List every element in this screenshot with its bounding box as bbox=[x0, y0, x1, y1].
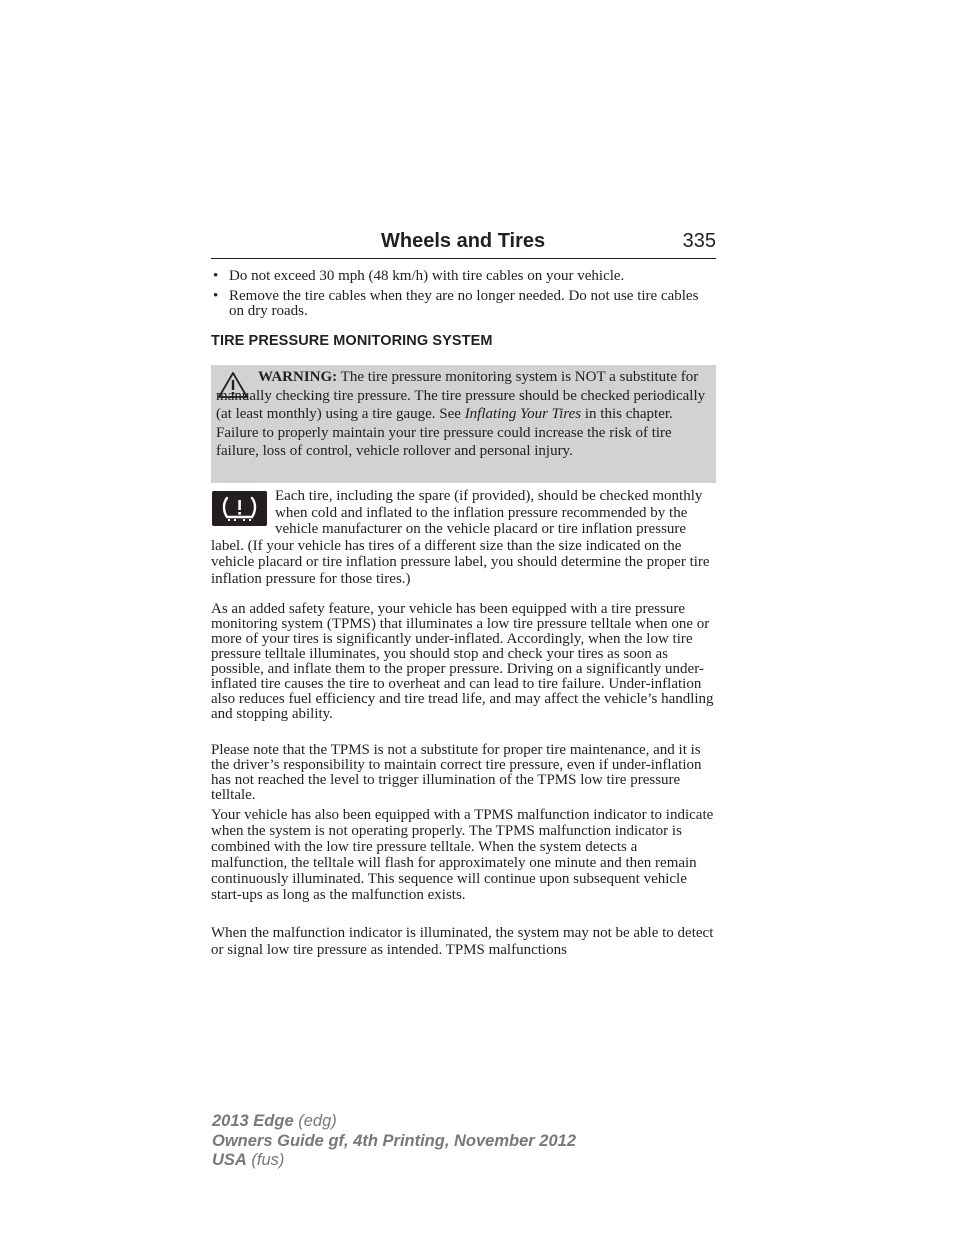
page-header bbox=[211, 228, 716, 259]
page-footer bbox=[212, 1112, 576, 1171]
bullet-icon: • bbox=[213, 268, 219, 284]
footer-line bbox=[212, 1151, 576, 1171]
bullet-text: Do not exceed 30 mph (48 km/h) with tire cables on your vehicle. bbox=[229, 268, 625, 284]
bullet-text: Remove the tire cables when they are no longer needed. Do not use tire cables on dry roads. bbox=[229, 288, 699, 319]
warning-box bbox=[211, 365, 716, 483]
footer-market-code: (fus) bbox=[246, 1151, 285, 1169]
warning-body-a: The tire pressure monitoring system is NOT a substitute for manually checking tire pressure. The tire pressure should be checked periodically (at least monthly) using a tire gauge. See bbox=[216, 369, 706, 422]
footer-model-code: (edg) bbox=[293, 1112, 337, 1130]
bullet-list bbox=[211, 269, 716, 324]
paragraph: As an added safety feature, your vehicle has been equipped with a tire pressure monitoring system (TPMS) that illuminates a low tire pressure telltale when one or more of your tires is significantly under-inflated. Accordingly, when the low tire pressure telltale illuminates, you should stop and check your tires as soon as possible, and inflate them to the proper pressure. Driving on a significantly under-inflated tire causes the tire to overheat and can lead to tire failure. Under-inflation also reduces fuel efficiency and tire tread life, and may affect the vehicle’s handling and stopping ability. bbox=[211, 601, 714, 722]
footer-model: 2013 Edge bbox=[212, 1112, 294, 1130]
footer-edition: Owners Guide gf, 4th Printing, November 2012 bbox=[212, 1131, 576, 1150]
paragraph: Your vehicle has also been equipped with a TPMS malfunction indicator to indicate when the system is not operating properly. The TPMS malfunction indicator is combined with the low tire pressure telltale. When the system detects a malfunction, the telltale will flash for approximately one minute and then remain continuously illuminated. This sequence will continue upon subsequent vehicle start-ups as long as the malfunction exists. bbox=[211, 807, 714, 903]
paragraph-text: Each tire, including the spare (if provided), should be checked monthly when cold and inflated to the inflation pressure recommended by the vehicle manufacturer on the vehicle placard or tire inflation pressure label. (If your vehicle has tires of a different size than the size indicated on the vehicle placard or tire inflation pressure label, you should determine the proper tire inflation pressure for those tires.) bbox=[211, 488, 710, 587]
list-item bbox=[211, 269, 716, 284]
footer-line bbox=[212, 1112, 576, 1132]
footer-market: USA bbox=[212, 1151, 247, 1169]
section-heading: TIRE PRESSURE MONITORING SYSTEM bbox=[211, 333, 493, 349]
paragraph: When the malfunction indicator is illuminated, the system may not be able to detect or signal low tire pressure as intended. TPMS malfunctions bbox=[211, 925, 714, 958]
page-number: 335 bbox=[682, 230, 716, 252]
paragraph: Please note that the TPMS is not a substitute for proper tire maintenance, and it is the driver’s responsibility to maintain correct tire pressure, even if under-inflation has not reached the level to trigger illumination of the TPMS low tire pressure telltale. bbox=[211, 742, 702, 803]
warning-text bbox=[216, 368, 708, 461]
footer-line bbox=[212, 1132, 576, 1152]
warning-label: WARNING: bbox=[258, 369, 338, 385]
list-item bbox=[211, 289, 716, 319]
warning-body-b: in this chapter. Failure to properly maintain your tire pressure could increase the risk of tire failure, loss of control, vehicle rollover and personal injury. bbox=[216, 406, 673, 459]
bullet-icon: • bbox=[213, 288, 219, 304]
paragraph bbox=[211, 488, 716, 587]
cross-reference-link[interactable]: Inflating Your Tires bbox=[464, 406, 582, 422]
chapter-title: Wheels and Tires bbox=[381, 230, 546, 252]
